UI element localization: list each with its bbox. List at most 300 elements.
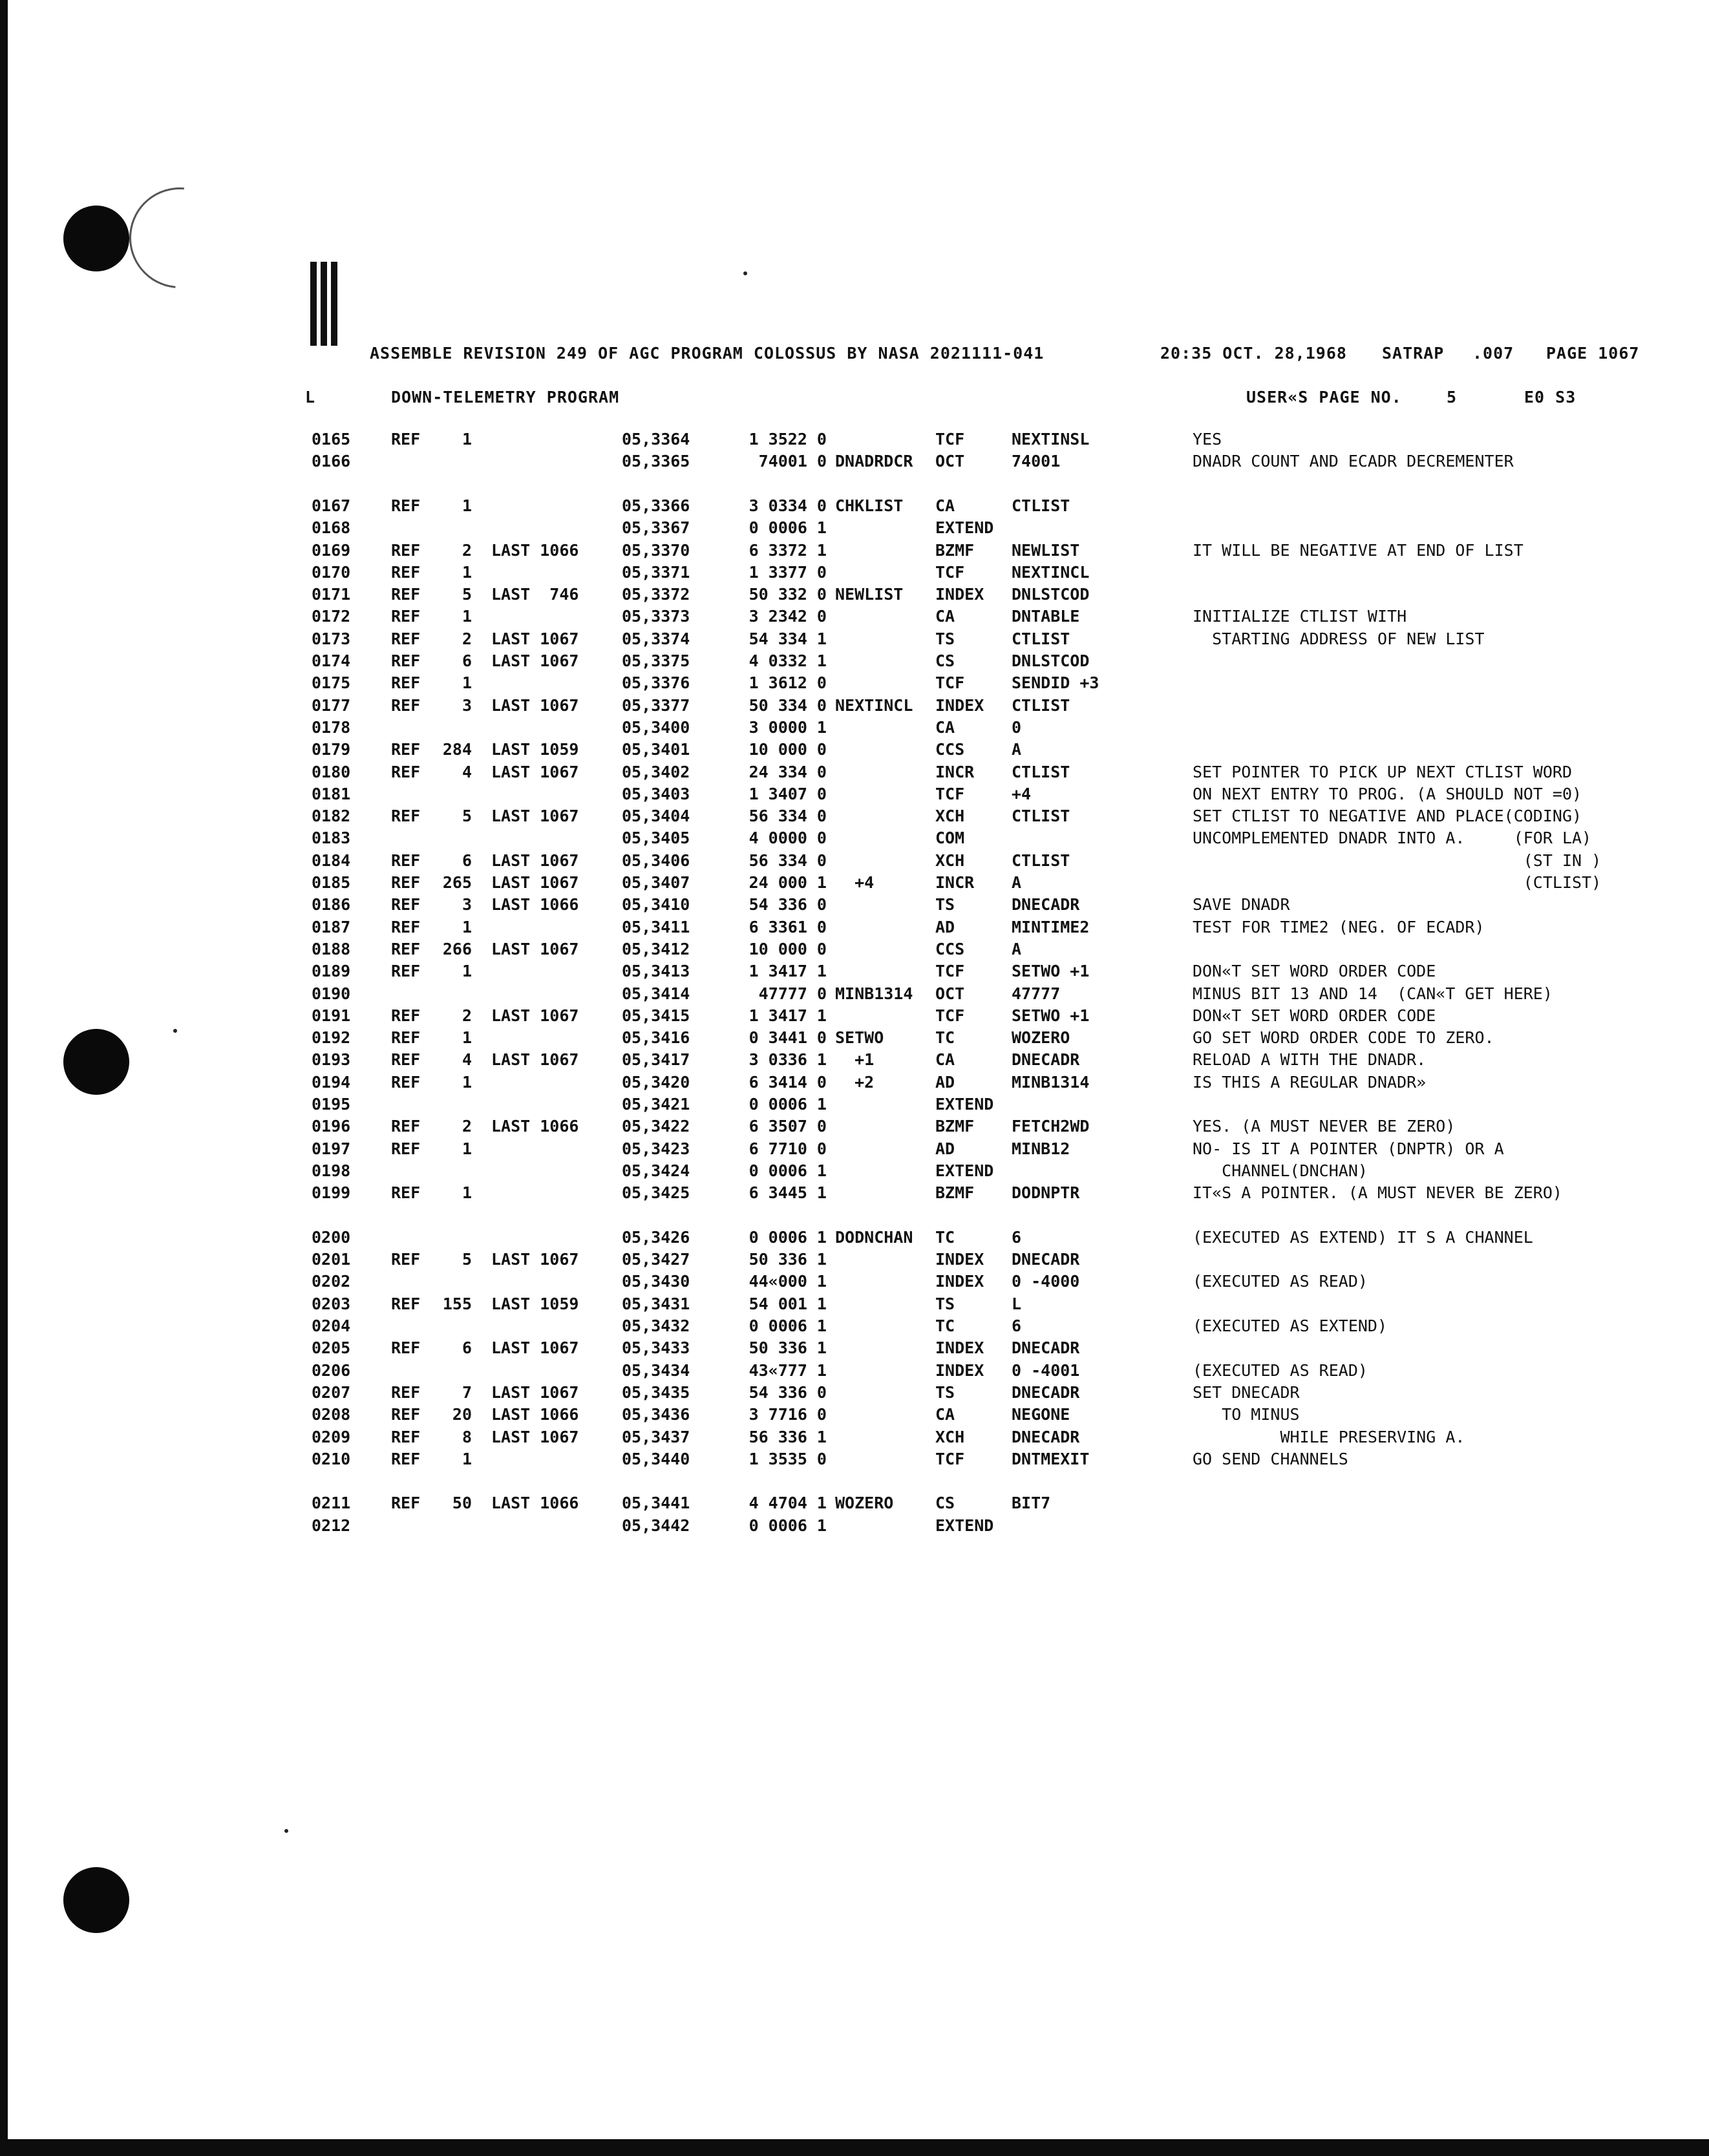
machine-code: 1 3377 0: [748, 562, 827, 582]
operand: CTLIST: [1012, 629, 1070, 648]
symbol-label: WOZERO: [835, 1494, 894, 1513]
user-page-extra: E0 S3: [1524, 388, 1576, 407]
line-number: 0193: [312, 1050, 351, 1070]
address: 05,3374: [622, 629, 690, 648]
machine-code: 0 0006 1: [748, 1161, 827, 1180]
opcode: INCR: [935, 873, 975, 892]
address: 05,3417: [622, 1050, 690, 1070]
ref-marker: REF: [391, 629, 421, 648]
comment: DNADR COUNT AND ECADR DECREMENTER: [1193, 452, 1514, 471]
listing-row: [0, 1117, 1709, 1139]
opcode: TCF: [935, 1449, 965, 1468]
last-ref: LAST 1067: [491, 1427, 579, 1446]
ref-marker: REF: [391, 1427, 421, 1446]
ref-marker: REF: [391, 1382, 421, 1402]
last-ref: LAST 1067: [491, 762, 579, 781]
listing-row: [0, 1161, 1709, 1183]
line-number: 0210: [312, 1449, 351, 1468]
line-number: 0171: [312, 585, 351, 604]
listing-row: [0, 918, 1709, 940]
comment: SET POINTER TO PICK UP NEXT CTLIST WORD: [1193, 762, 1572, 781]
line-number: 0208: [312, 1405, 351, 1424]
line-number: 0198: [312, 1161, 351, 1180]
section-marker: L: [305, 388, 316, 407]
machine-code: 3 0336 1: [748, 1050, 827, 1070]
machine-code: 10 000 0: [748, 740, 827, 759]
header-user: SATRAP: [1382, 344, 1445, 363]
listing-row: [0, 607, 1709, 629]
ref-count: 155: [442, 1294, 472, 1313]
user-page-label: USER«S PAGE NO.: [1246, 388, 1402, 407]
opcode: CS: [935, 1494, 955, 1513]
ref-marker: REF: [391, 917, 421, 936]
opcode: AD: [935, 917, 955, 936]
machine-code: 56 336 1: [748, 1427, 827, 1446]
listing-row: [0, 1516, 1709, 1538]
opcode: TCF: [935, 784, 965, 803]
symbol-label: DNADRDCR: [835, 452, 913, 471]
ref-marker: REF: [391, 1117, 421, 1136]
operand: DNECADR: [1012, 1250, 1080, 1269]
opcode: TC: [935, 1028, 955, 1048]
address: 05,3371: [622, 562, 690, 582]
address: 05,3367: [622, 518, 690, 538]
line-number: 0172: [312, 607, 351, 626]
opcode: EXTEND: [935, 1516, 994, 1535]
address: 05,3403: [622, 784, 690, 803]
address: 05,3412: [622, 939, 690, 958]
listing-row: [0, 1428, 1709, 1450]
last-ref: LAST 1067: [491, 1050, 579, 1070]
ref-count: 265: [442, 873, 472, 892]
machine-code: 0 0006 1: [748, 1316, 827, 1335]
operand: WOZERO: [1012, 1028, 1070, 1048]
opcode: BZMF: [935, 1117, 975, 1136]
comment: (EXECUTED AS READ): [1193, 1272, 1368, 1291]
ref-count: 2: [462, 1117, 472, 1136]
listing-row: [0, 1316, 1709, 1338]
ref-marker: REF: [391, 1494, 421, 1513]
line-number: 0182: [312, 807, 351, 826]
listing-row: [0, 895, 1709, 917]
listing-row: [0, 1383, 1709, 1405]
operand: CTLIST: [1012, 695, 1070, 715]
comment: TEST FOR TIME2 (NEG. OF ECADR): [1193, 917, 1485, 936]
ref-count: 1: [462, 562, 472, 582]
machine-code: 0 3441 0: [748, 1028, 827, 1048]
page-marker-bars: [310, 262, 337, 346]
operand: NEXTINCL: [1012, 562, 1090, 582]
listing-row: [0, 1494, 1709, 1516]
symbol-label: DODNCHAN: [835, 1227, 913, 1247]
listing-row: [0, 1139, 1709, 1161]
operand: DNECADR: [1012, 1050, 1080, 1070]
operand: MINTIME2: [1012, 917, 1090, 936]
listing-row: [0, 496, 1709, 518]
listing-row: [0, 740, 1709, 762]
ref-marker: REF: [391, 939, 421, 958]
ref-marker: REF: [391, 962, 421, 981]
ref-count: 5: [462, 807, 472, 826]
opcode: EXTEND: [935, 1161, 994, 1180]
listing-row: [0, 718, 1709, 740]
machine-code: 4 0332 1: [748, 651, 827, 670]
ref-marker: REF: [391, 1294, 421, 1313]
operand: 74001: [1012, 452, 1061, 471]
line-number: 0179: [312, 740, 351, 759]
ref-marker: REF: [391, 895, 421, 914]
listing-row: [0, 1228, 1709, 1250]
ref-marker: REF: [391, 607, 421, 626]
last-ref: LAST 1066: [491, 1494, 579, 1513]
last-ref: LAST 1067: [491, 1382, 579, 1402]
address: 05,3373: [622, 607, 690, 626]
ref-count: 2: [462, 629, 472, 648]
ref-marker: REF: [391, 1028, 421, 1048]
opcode: BZMF: [935, 540, 975, 560]
machine-code: 54 336 0: [748, 895, 827, 914]
opcode: XCH: [935, 1427, 965, 1446]
line-number: 0194: [312, 1072, 351, 1092]
operand: CTLIST: [1012, 496, 1070, 515]
ref-marker: REF: [391, 540, 421, 560]
opcode: TCF: [935, 430, 965, 449]
address: 05,3366: [622, 496, 690, 515]
operand: MINB1314: [1012, 1072, 1090, 1092]
opcode: CA: [935, 496, 955, 515]
machine-code: 4 4704 1: [748, 1494, 827, 1513]
ref-count: 5: [462, 1250, 472, 1269]
machine-code: 6 3361 0: [748, 917, 827, 936]
line-number: 0191: [312, 1006, 351, 1025]
line-number: 0203: [312, 1294, 351, 1313]
last-ref: LAST 1067: [491, 1006, 579, 1025]
listing-row: [0, 585, 1709, 607]
ref-count: 1: [462, 1183, 472, 1203]
listing-row: [0, 1073, 1709, 1095]
ref-marker: REF: [391, 1250, 421, 1269]
ref-count: 7: [462, 1382, 472, 1402]
opcode: COM: [935, 829, 965, 848]
ref-count: 3: [462, 895, 472, 914]
line-number: 0192: [312, 1028, 351, 1048]
address: 05,3372: [622, 585, 690, 604]
machine-code: 74001 0: [758, 452, 827, 471]
opcode: EXTEND: [935, 1095, 994, 1114]
line-number: 0169: [312, 540, 351, 560]
line-number: 0178: [312, 717, 351, 737]
opcode: CA: [935, 1405, 955, 1424]
ref-marker: REF: [391, 430, 421, 449]
opcode: TCF: [935, 562, 965, 582]
ref-marker: REF: [391, 1072, 421, 1092]
listing-row: [0, 430, 1709, 452]
listing-row: [0, 962, 1709, 984]
listing-row: [0, 1050, 1709, 1072]
comment: (EXECUTED AS EXTEND) IT S A CHANNEL: [1193, 1227, 1533, 1247]
listing-row: [0, 1450, 1709, 1472]
line-number: 0185: [312, 873, 351, 892]
ref-count: 1: [462, 607, 472, 626]
address: 05,3436: [622, 1405, 690, 1424]
listing-row: [0, 1338, 1709, 1360]
operand: DNLSTCOD: [1012, 585, 1090, 604]
last-ref: LAST 1067: [491, 807, 579, 826]
listing-row: [0, 541, 1709, 563]
opcode: XCH: [935, 851, 965, 870]
address: 05,3375: [622, 651, 690, 670]
opcode: XCH: [935, 807, 965, 826]
address: 05,3414: [622, 984, 690, 1003]
address: 05,3400: [622, 717, 690, 737]
operand: DNECADR: [1012, 1382, 1080, 1402]
machine-code: 3 0334 0: [748, 496, 827, 515]
punch-hole-top: [63, 206, 129, 271]
machine-code: 54 334 1: [748, 629, 827, 648]
address: 05,3441: [622, 1494, 690, 1513]
opcode: TC: [935, 1227, 955, 1247]
punch-hole-arc: [109, 167, 251, 309]
machine-code: 56 334 0: [748, 807, 827, 826]
opcode: INDEX: [935, 1250, 984, 1269]
ref-count: 2: [462, 540, 472, 560]
listing-row: [0, 1272, 1709, 1294]
listing-row: [0, 1250, 1709, 1272]
opcode: TS: [935, 1382, 955, 1402]
opcode: TC: [935, 1316, 955, 1335]
line-number: 0202: [312, 1272, 351, 1291]
opcode: TCF: [935, 673, 965, 693]
address: 05,3406: [622, 851, 690, 870]
line-number: 0200: [312, 1227, 351, 1247]
machine-code: 0 0006 1: [748, 1095, 827, 1114]
machine-code: 3 0000 1: [748, 717, 827, 737]
symbol-label: CHKLIST: [835, 496, 904, 515]
comment: GO SEND CHANNELS: [1193, 1449, 1348, 1468]
comment: YES: [1193, 430, 1222, 449]
comment: YES. (A MUST NEVER BE ZERO): [1193, 1117, 1456, 1136]
opcode: OCT: [935, 452, 965, 471]
operand: CTLIST: [1012, 762, 1070, 781]
ref-count: 1: [462, 1072, 472, 1092]
address: 05,3434: [622, 1360, 690, 1380]
machine-code: 3 2342 0: [748, 607, 827, 626]
operand: CTLIST: [1012, 807, 1070, 826]
last-ref: LAST 1067: [491, 695, 579, 715]
comment: WHILE PRESERVING A.: [1193, 1427, 1465, 1446]
symbol-label: NEWLIST: [835, 585, 904, 604]
opcode: TCF: [935, 1006, 965, 1025]
symbol-label: NEXTINCL: [835, 695, 913, 715]
last-ref: LAST 1059: [491, 1294, 579, 1313]
ref-count: 1: [462, 1139, 472, 1158]
line-number: 0186: [312, 895, 351, 914]
machine-code: 56 334 0: [748, 851, 827, 870]
ref-count: 266: [442, 939, 472, 958]
line-number: 0211: [312, 1494, 351, 1513]
machine-code: 6 3445 1: [748, 1183, 827, 1203]
address: 05,3411: [622, 917, 690, 936]
comment: NO- IS IT A POINTER (DNPTR) OR A: [1193, 1139, 1504, 1158]
line-number: 0168: [312, 518, 351, 538]
listing-row: [0, 629, 1709, 651]
header-page: PAGE 1067: [1546, 344, 1640, 363]
ref-count: 1: [462, 673, 472, 693]
listing-row: [0, 518, 1709, 540]
operand: NEGONE: [1012, 1405, 1070, 1424]
machine-code: 4 0000 0: [748, 829, 827, 848]
address: 05,3427: [622, 1250, 690, 1269]
line-number: 0184: [312, 851, 351, 870]
comment: DON«T SET WORD ORDER CODE: [1193, 962, 1436, 981]
machine-code: 1 3417 1: [748, 962, 827, 981]
line-number: 0195: [312, 1095, 351, 1114]
opcode: EXTEND: [935, 518, 994, 538]
comment: GO SET WORD ORDER CODE TO ZERO.: [1193, 1028, 1494, 1048]
ref-marker: REF: [391, 1449, 421, 1468]
address: 05,3370: [622, 540, 690, 560]
ref-count: 1: [462, 430, 472, 449]
machine-code: 0 0006 1: [748, 1227, 827, 1247]
last-ref: LAST 1067: [491, 873, 579, 892]
line-number: 0212: [312, 1516, 351, 1535]
address: 05,3433: [622, 1338, 690, 1358]
ref-marker: REF: [391, 695, 421, 715]
last-ref: LAST 1067: [491, 1250, 579, 1269]
listing-row: [0, 1183, 1709, 1205]
ref-count: 1: [462, 1028, 472, 1048]
address: 05,3432: [622, 1316, 690, 1335]
ref-marker: REF: [391, 496, 421, 515]
opcode: BZMF: [935, 1183, 975, 1203]
operand: A: [1012, 873, 1022, 892]
address: 05,3422: [622, 1117, 690, 1136]
operand: 0 -4000: [1012, 1272, 1080, 1291]
machine-code: 1 3612 0: [748, 673, 827, 693]
line-number: 0209: [312, 1427, 351, 1446]
operand: NEXTINSL: [1012, 430, 1090, 449]
listing-row: [0, 1405, 1709, 1427]
line-number: 0197: [312, 1139, 351, 1158]
last-ref: LAST 1066: [491, 1117, 579, 1136]
comment: DON«T SET WORD ORDER CODE: [1193, 1006, 1436, 1025]
machine-code: 1 3407 0: [748, 784, 827, 803]
opcode: INDEX: [935, 695, 984, 715]
last-ref: LAST 1067: [491, 939, 579, 958]
address: 05,3413: [622, 962, 690, 981]
ref-count: 8: [462, 1427, 472, 1446]
address: 05,3440: [622, 1449, 690, 1468]
operand: SENDID +3: [1012, 673, 1099, 693]
operand: DNECADR: [1012, 895, 1080, 914]
address: 05,3410: [622, 895, 690, 914]
line-number: 0167: [312, 496, 351, 515]
operand: NEWLIST: [1012, 540, 1080, 560]
opcode: INDEX: [935, 1338, 984, 1358]
listing-row: [0, 563, 1709, 585]
opcode: INDEX: [935, 585, 984, 604]
machine-code: 0 0006 1: [748, 518, 827, 538]
ref-marker: REF: [391, 1183, 421, 1203]
line-number: 0188: [312, 939, 351, 958]
machine-code: 50 334 0: [748, 695, 827, 715]
listing-row: [0, 1361, 1709, 1383]
ref-count: 1: [462, 962, 472, 981]
comment: (EXECUTED AS EXTEND): [1193, 1316, 1388, 1335]
header-title: ASSEMBLE REVISION 249 OF AGC PROGRAM COLOSSUS BY NASA 2021111-041: [370, 344, 1045, 363]
address: 05,3405: [622, 829, 690, 848]
address: 05,3435: [622, 1382, 690, 1402]
line-number: 0175: [312, 673, 351, 693]
listing-row: [0, 984, 1709, 1006]
ref-count: 1: [462, 917, 472, 936]
listing-row: [0, 1028, 1709, 1050]
ref-count: 4: [462, 1050, 472, 1070]
machine-code: 24 334 0: [748, 762, 827, 781]
address: 05,3424: [622, 1161, 690, 1180]
ref-count: 284: [442, 740, 472, 759]
machine-code: 54 001 1: [748, 1294, 827, 1313]
listing-row: [0, 673, 1709, 695]
operand: A: [1012, 740, 1022, 759]
ref-count: 5: [462, 585, 472, 604]
line-number: 0201: [312, 1250, 351, 1269]
address: 05,3407: [622, 873, 690, 892]
machine-code: 43«777 1: [748, 1360, 827, 1380]
address: 05,3415: [622, 1006, 690, 1025]
opcode: TCF: [935, 962, 965, 981]
operand: 6: [1012, 1316, 1022, 1335]
ref-marker: REF: [391, 673, 421, 693]
opcode: CA: [935, 717, 955, 737]
ref-marker: REF: [391, 585, 421, 604]
comment: TO MINUS: [1193, 1405, 1300, 1424]
machine-code: 50 332 0: [748, 585, 827, 604]
comment: (CTLIST): [1193, 873, 1602, 892]
last-ref: LAST 1059: [491, 740, 579, 759]
ref-count: 4: [462, 762, 472, 781]
comment: IT«S A POINTER. (A MUST NEVER BE ZERO): [1193, 1183, 1562, 1203]
address: 05,3401: [622, 740, 690, 759]
line-number: 0199: [312, 1183, 351, 1203]
machine-code: 1 3535 0: [748, 1449, 827, 1468]
last-ref: LAST 1067: [491, 1338, 579, 1358]
line-number: 0170: [312, 562, 351, 582]
opcode: INCR: [935, 762, 975, 781]
ref-marker: REF: [391, 562, 421, 582]
machine-code: 54 336 0: [748, 1382, 827, 1402]
line-number: 0196: [312, 1117, 351, 1136]
operand: BIT7: [1012, 1494, 1051, 1513]
opcode: TS: [935, 1294, 955, 1313]
scan-speck: [743, 271, 747, 275]
address: 05,3431: [622, 1294, 690, 1313]
last-ref: LAST 1066: [491, 540, 579, 560]
header-timestamp: 20:35 OCT. 28,1968: [1160, 344, 1347, 363]
machine-code: 6 7710 0: [748, 1139, 827, 1158]
line-number: 0204: [312, 1316, 351, 1335]
machine-code: 1 3417 1: [748, 1006, 827, 1025]
opcode: CCS: [935, 740, 965, 759]
address: 05,3377: [622, 695, 690, 715]
listing-row: [0, 873, 1709, 895]
line-number: 0207: [312, 1382, 351, 1402]
ref-count: 3: [462, 695, 472, 715]
section-title: DOWN-TELEMETRY PROGRAM: [391, 388, 620, 407]
line-number: 0206: [312, 1360, 351, 1380]
machine-code: 6 3414 0: [748, 1072, 827, 1092]
comment: ON NEXT ENTRY TO PROG. (A SHOULD NOT =0): [1193, 784, 1582, 803]
